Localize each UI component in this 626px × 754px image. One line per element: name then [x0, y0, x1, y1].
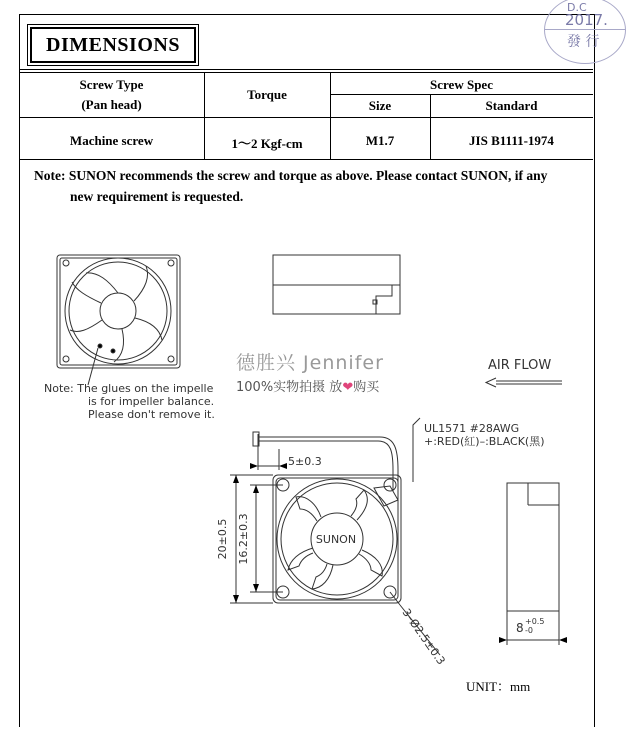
dim-mount-holes: 3–Ø2.5±0.3: [399, 606, 448, 668]
header-size: Size: [368, 98, 392, 113]
approval-stamp: D.C 2017. 發 行: [544, 0, 626, 64]
dim-lead: 5±0.3: [288, 455, 322, 468]
hub-label: SUNON: [315, 533, 357, 546]
unit-label: UNIT：mm: [466, 679, 531, 694]
fan-side-view-small: [273, 255, 400, 314]
glue-note-line3: Please don't remove it.: [88, 408, 215, 421]
dim-hole-spacing: 16.2±0.3: [237, 513, 250, 565]
wire-spec-line2: +:RED(紅)–:BLACK(黑): [424, 435, 545, 448]
header-torque: Torque: [247, 87, 287, 102]
watermark: 德胜兴 Jennifer: [236, 352, 384, 374]
header-standard: Standard: [485, 98, 538, 113]
dim-depth-tol-minus: -0: [525, 626, 533, 635]
fan-front-view-small: [57, 255, 180, 385]
air-flow-label: AIR FLOW: [488, 358, 552, 373]
header-screw-type-sub: (Pan head): [81, 97, 142, 112]
watermark-subtitle: 100%实物拍摄 放❤购买: [236, 380, 380, 395]
dim-depth-tol-plus: +0.5: [525, 617, 545, 626]
heart-icon: ❤: [342, 380, 354, 395]
header-screw-type: Screw Type: [79, 77, 144, 92]
header-screw-spec: Screw Spec: [430, 77, 493, 92]
dimensions-title: DIMENSIONS: [30, 27, 196, 63]
dim-outer: 20±0.5: [216, 518, 229, 560]
wire-spec-line1: UL1571 #28AWG: [424, 422, 520, 435]
cell-standard: JIS B1111-1974: [469, 133, 554, 148]
glue-note-line1: Note: The glues on the impelle: [44, 382, 214, 395]
recommendation-note: Note: SUNON recommends the screw and torque as above. Please contact SUNON, if any new requirement is requested.: [34, 168, 548, 204]
air-flow-arrow: [486, 378, 562, 387]
fan-front-view-main: [230, 475, 440, 655]
dim-depth: 8: [516, 621, 524, 635]
cell-screw-type: Machine screw: [69, 133, 154, 148]
glue-note-line2: is for impeller balance.: [88, 395, 215, 408]
cell-torque: 1～2 Kgf-cm: [231, 136, 303, 151]
cell-size: M1.7: [365, 133, 395, 148]
